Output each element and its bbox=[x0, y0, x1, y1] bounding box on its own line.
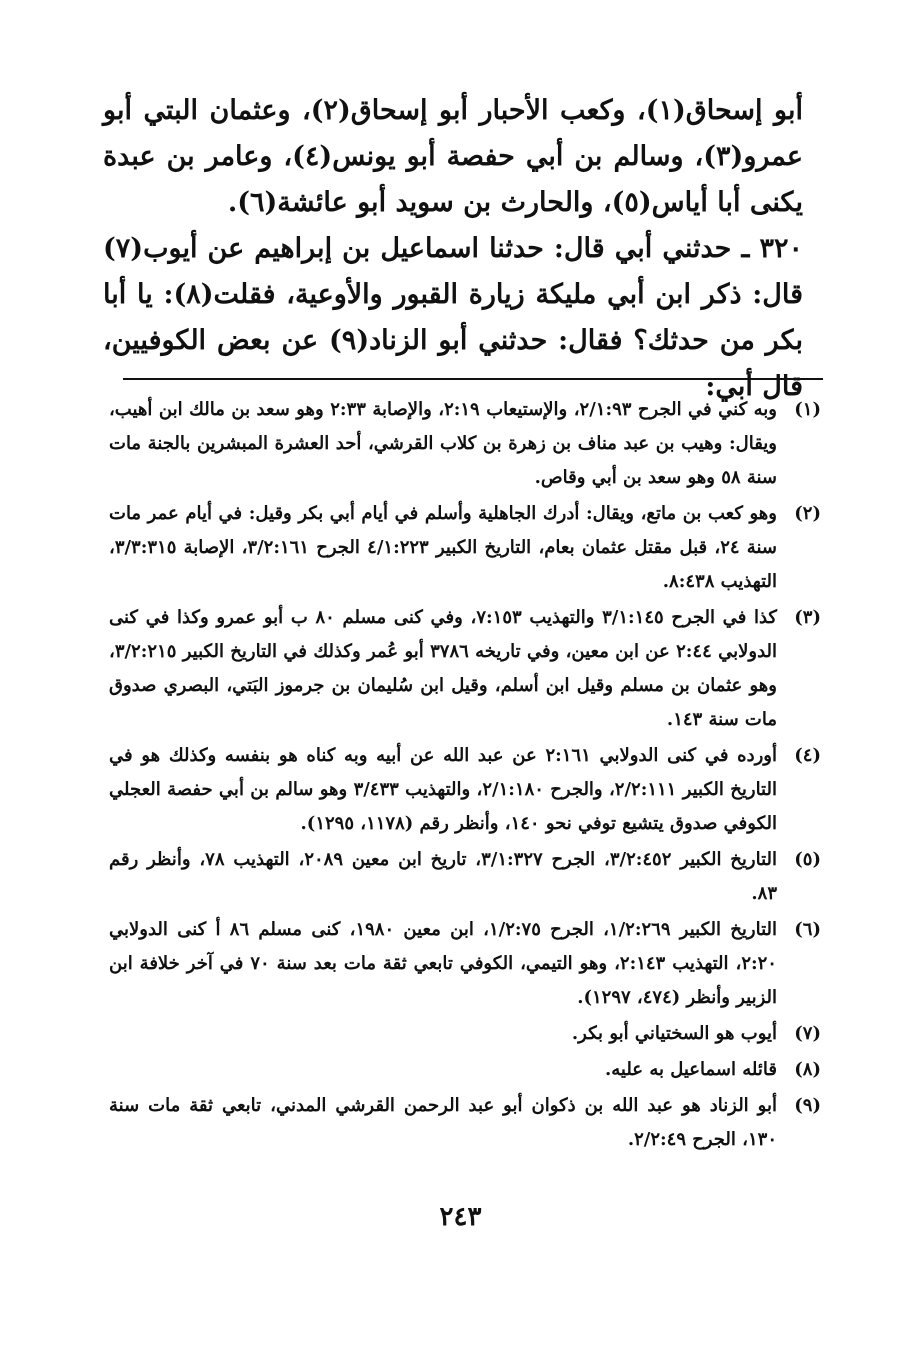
footnote-text: قائله اسماعيل به عليه. bbox=[605, 1059, 777, 1080]
footnote-divider bbox=[123, 378, 823, 380]
footnote-number: (٨) bbox=[794, 1059, 821, 1080]
footnote-number: (٥) bbox=[794, 849, 821, 870]
footnote-text: أيوب هو السختياني أبو بكر. bbox=[571, 1023, 777, 1044]
hadith-number: ٣٢٠ bbox=[759, 233, 803, 264]
footnote-number: (٧) bbox=[794, 1023, 821, 1044]
footnote-text: التاريخ الكبير ٣/٢:٤٥٢، الجرح ٣/١:٣٢٧، تاريخ ابن معين ٢٠٨٩، التهذيب ٧٨، وأنظر رقم ٨٣. bbox=[109, 849, 777, 904]
main-text bbox=[103, 88, 803, 410]
footnote bbox=[109, 497, 821, 599]
footnote bbox=[109, 1089, 821, 1157]
footnote-text: أورده في كنى الدولابي ٢:١٦١ عن عبد الله عن أبيه وبه كناه هو بنفسه وكذلك هو في التاريخ الكبير ٢/٢:١١١، والجرح ٢/١:١٨٠، والتهذيب ٣/٤٣٣ وهو سالم بن أبي حفصة العجلي الكوفي صدوق يتشيع توفي نحو ١٤٠، وأنظر رقم (١١٧٨، ١٢٩٥). bbox=[109, 745, 777, 834]
footnote bbox=[109, 1017, 821, 1051]
main-paragraph-2 bbox=[103, 226, 803, 410]
footnote-number: (١) bbox=[794, 399, 821, 420]
footnote bbox=[109, 1053, 821, 1087]
footnote-number: (٢) bbox=[794, 503, 821, 524]
footnote bbox=[109, 843, 821, 911]
main-paragraph-1: أبو إسحاق(١)، وكعب الأحبار أبو إسحاق(٢)، وعثمان البتي أبو عمرو(٣)، وسالم بن أبي حفصة أبو يونس(٤)، وعامر بن عبدة يكنى أبا أياس(٥)، والحارث بن سويد أبو عائشة(٦). bbox=[103, 95, 803, 218]
page-number: ٢٤٣ bbox=[439, 1202, 482, 1232]
footnote bbox=[109, 601, 821, 737]
footnote-number: (٤) bbox=[794, 745, 821, 766]
footnote-text: وبه كني في الجرح ٢/١:٩٣، والإستيعاب ٢:١٩، والإصابة ٢:٣٣ وهو سعد بن مالك ابن أهيب، ويقال: وهيب بن عبد مناف بن زهرة بن كلاب القرشي، أحد العشرة المبشرين بالجنة مات سنة ٥٨ وهو سعد بن أبي وقاص. bbox=[109, 399, 777, 488]
footnote bbox=[109, 739, 821, 841]
footnote-number: (٣) bbox=[794, 607, 821, 628]
footnote bbox=[109, 913, 821, 1015]
footnote-text: كذا في الجرح ٣/١:١٤٥ والتهذيب ٧:١٥٣، وفي كنى مسلم ٨٠ ب أبو عمرو وكذا في كنى الدولابي ٢:٤٤ عن ابن معين، وفي تاريخه ٣٧٨٦ أبو عُمر وكذلك في التاريخ الكبير ٣/٢:٢١٥، وهو عثمان بن مسلم وقيل ابن أسلم، وقيل ابن سُليمان بن جرموز البَتي، البصري صدوق مات سنة ١٤٣. bbox=[109, 607, 778, 730]
hadith-text: ـ حدثني أبي قال: حدثنا اسماعيل بن إبراهيم عن أيوب(٧) قال: ذكر ابن أبي مليكة زيارة القبور والأوعية، فقلت(٨): يا أبا بكر من حدثك؟ فقال: حدثني أبو الزناد(٩) عن بعض الكوفيين، قال أبي: bbox=[103, 233, 803, 402]
footnotes bbox=[109, 393, 821, 1159]
footnote-text: أبو الزناد هو عبد الله بن ذكوان أبو عبد الرحمن القرشي المدني، تابعي ثقة مات سنة ١٣٠، الجرح ٢/٢:٤٩. bbox=[109, 1095, 777, 1150]
footnote-text: التاريخ الكبير ١/٢:٢٦٩، الجرح ١/٢:٧٥، ابن معين ١٩٨٠، كنى مسلم ٨٦ أ كنى الدولابي ٢:٢٠، التهذيب ٢:١٤٣، وهو التيمي، الكوفي تابعي ثقة مات بعد سنة ٧٠ في آخر خلافة ابن الزبير وأنظر (٤٧٤، ١٢٩٧). bbox=[109, 919, 778, 1008]
footnote-number: (٦) bbox=[794, 919, 821, 940]
footnote-text: وهو كعب بن ماتع، ويقال: أدرك الجاهلية وأسلم في أيام أبي بكر وقيل: في أيام عمر مات سنة ٢٤، قبل مقتل عثمان بعام، التاريخ الكبير ٤/١:٢٢٣ الجرح ٣/٢:١٦١، الإصابة ٣/٣:٣١٥، التهذيب ٨:٤٣٨. bbox=[109, 503, 777, 592]
footnote bbox=[109, 393, 821, 495]
footnote-number: (٩) bbox=[794, 1095, 821, 1116]
